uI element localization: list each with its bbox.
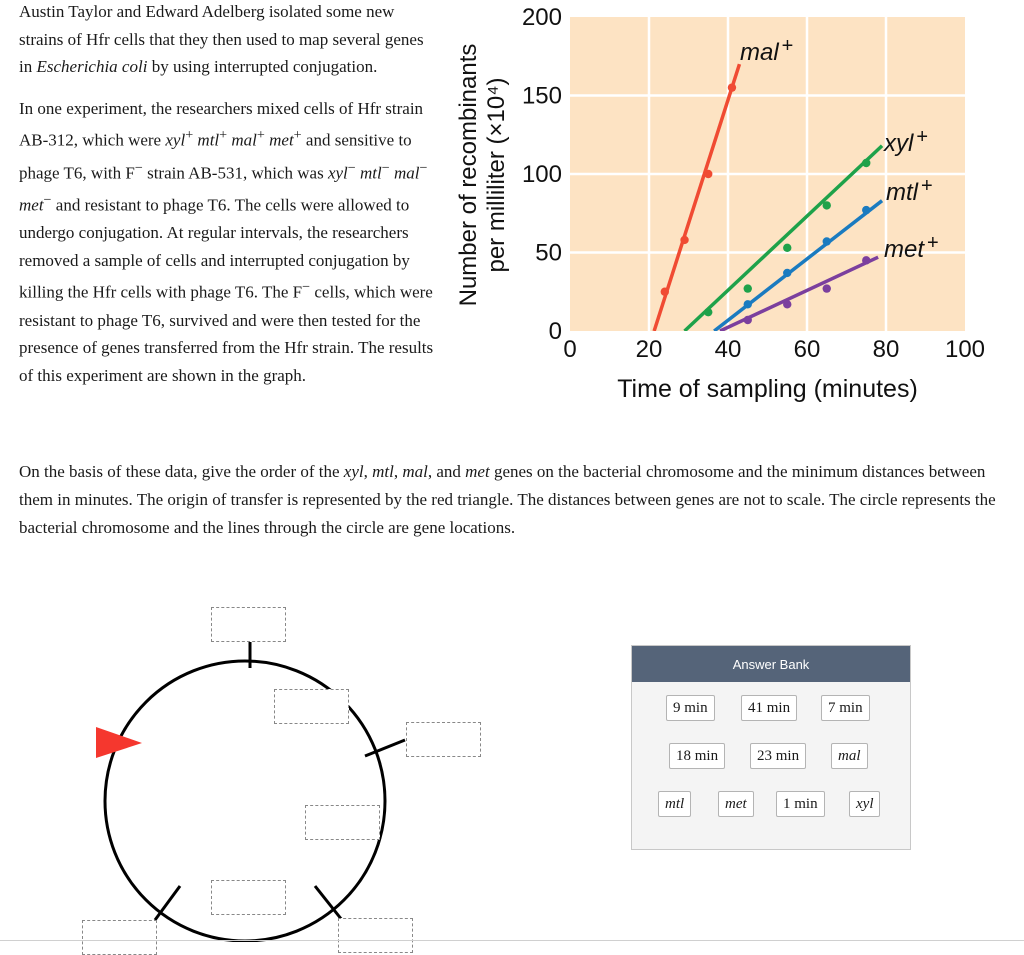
question-text: On the basis of these data, give the order of the xyl, mtl, mal, and met genes on the bacterial chromosome and the minimum distances between them in minutes. The origin of transfer is represented by the red triangle. The distances between genes are not to scale. The circle represents the bacterial chromosome and the lines through the circle are gene locations.: [19, 462, 996, 537]
series-label-xyl: xyl +: [884, 126, 929, 157]
y-tick-label: 100: [521, 161, 562, 188]
x-tick-label: 100: [944, 336, 986, 363]
series-label-met: met +: [884, 232, 939, 263]
origin-triangle: [96, 727, 142, 758]
data-point-mtl: [862, 206, 870, 214]
drop-zone-bottom-center[interactable]: [211, 880, 286, 915]
y-axis-label-line-1: Number of recombinants: [455, 43, 482, 307]
drop-zone-top[interactable]: [211, 607, 286, 642]
answer-chip-23-min[interactable]: 23 min: [750, 743, 806, 769]
x-tick-label: 40: [714, 336, 742, 363]
answer-chip-1-min[interactable]: 1 min: [776, 791, 825, 817]
y-tick-label: 150: [521, 82, 562, 110]
recombinants-chart: [440, 0, 1000, 420]
data-point-met: [862, 256, 870, 264]
data-point-mal: [680, 236, 688, 244]
answer-chip-41-min[interactable]: 41 min: [741, 695, 797, 721]
x-tick-label: 0: [563, 336, 577, 363]
chromosome-diagram: [0, 560, 620, 942]
answer-chip-18-min[interactable]: 18 min: [669, 743, 725, 769]
data-point-mtl: [783, 269, 791, 277]
drop-zone-bottom-left[interactable]: [82, 920, 157, 955]
drop-zone-lower-inner[interactable]: [305, 805, 380, 840]
data-point-mal: [704, 170, 712, 178]
data-point-xyl: [704, 308, 712, 316]
answer-chip-mtl[interactable]: mtl: [658, 791, 691, 817]
gene-marker-bottom-left: [155, 886, 180, 920]
data-point-mal: [661, 288, 669, 296]
data-point-mtl: [744, 300, 752, 308]
series-label-mal: mal +: [740, 35, 794, 66]
answer-bank: [631, 645, 911, 850]
series-label-mtl: mtl +: [886, 175, 933, 206]
x-tick-label: 60: [793, 336, 821, 363]
answer-chip-xyl[interactable]: xyl: [849, 791, 880, 817]
intro-paragraph-2: In one experiment, the researchers mixed cells of Hfr strain AB-312, which were xyl+ mtl+ mal+ met+ and sensitive to phage T6, with F− strain AB-531, which was xyl− mtl− mal− met− and resistant to phage T6. The cells were allowed to undergo conjugation. At regular intervals, the researchers removed a sample of cells and interrupted conjugation by killing the Hfr cells with phage T6. The F− cells, which were resistant to phage T6, survived and were then tested for the presence of genes transferred from the Hfr strain. The results of this experiment are shown in the graph.: [19, 98, 434, 385]
data-point-xyl: [783, 244, 791, 252]
answer-chip-9-min[interactable]: 9 min: [666, 695, 715, 721]
organism-name: Escherichia coli: [36, 57, 148, 77]
answer-chip-met[interactable]: met: [718, 791, 754, 817]
intro-text: [19, 0, 439, 389]
drop-zone-upper-inner[interactable]: [274, 689, 349, 724]
x-tick-label: 20: [635, 336, 663, 363]
drop-zone-bottom-right[interactable]: [338, 918, 413, 953]
data-point-xyl: [744, 284, 752, 292]
data-point-met: [823, 284, 831, 292]
drop-zone-right[interactable]: [406, 722, 481, 757]
data-point-mtl: [823, 237, 831, 245]
answer-chip-mal[interactable]: mal: [831, 743, 868, 769]
answer-bank-title: Answer Bank: [632, 646, 910, 682]
data-point-met: [783, 300, 791, 308]
data-point-met: [744, 316, 752, 324]
x-tick-label: 80: [872, 336, 900, 363]
y-tick-label: 200: [521, 4, 562, 31]
data-point-mal: [728, 83, 736, 91]
answer-chip-7-min[interactable]: 7 min: [821, 695, 870, 721]
x-axis-label: Time of sampling (minutes): [617, 375, 918, 403]
bottom-divider: [0, 940, 1024, 941]
y-axis-label-line-2: per milliliter (×10⁴): [483, 77, 510, 273]
data-point-xyl: [823, 201, 831, 209]
intro-paragraph-1: Austin Taylor and Edward Adelberg isolated some new strains of Hfr cells that they then used to map several genes in Escherichia coli by using interrupted conjugation.: [19, 2, 424, 77]
y-tick-label: 50: [535, 239, 562, 267]
y-tick-label: 0: [548, 318, 562, 345]
data-point-xyl: [862, 159, 870, 167]
